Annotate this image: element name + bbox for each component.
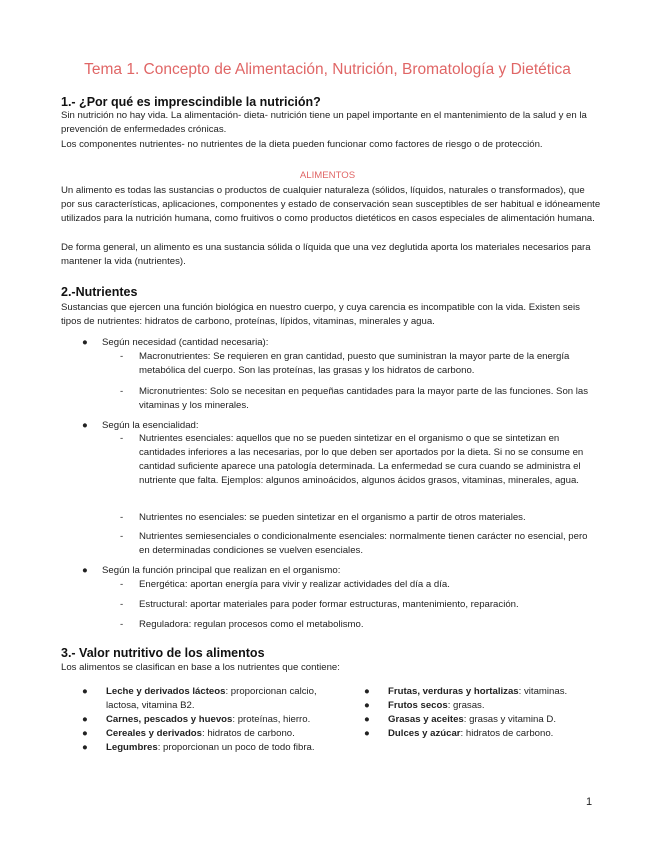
- section-3-intro: Los alimentos se clasifican en base a los nutrientes que contiene:: [61, 662, 340, 673]
- food-group-right-4: Dulces y azúcar: hidratos de carbono.: [388, 728, 554, 739]
- food-group-left-3: Cereales y derivados: hidratos de carbono.: [106, 728, 295, 739]
- dash-icon: -: [120, 619, 124, 630]
- page-number: 1: [586, 796, 593, 808]
- dash-icon: -: [120, 531, 124, 542]
- dash-icon: -: [120, 351, 124, 362]
- food-group-left-2: Carnes, pescados y huevos: proteínas, hierro.: [106, 714, 311, 725]
- food-group-right-2: Frutos secos: grasas.: [388, 700, 485, 711]
- group-2-item-2: Nutrientes no esenciales: se pueden sintetizar en el organismo a partir de otros materiales.: [139, 512, 526, 523]
- group-2-label: Según la esencialidad:: [102, 420, 199, 431]
- section-1-heading: 1.- ¿Por qué es imprescindible la nutrición?: [61, 95, 321, 109]
- bullet-icon: ●: [82, 686, 88, 697]
- dash-icon: -: [120, 512, 124, 523]
- alimentos-label: ALIMENTOS: [299, 170, 356, 181]
- dash-icon: -: [120, 433, 124, 444]
- group-3-item-2: Estructural: aportar materiales para poder formar estructuras, mantenimiento, reparación.: [139, 599, 519, 610]
- bullet-icon: ●: [364, 714, 370, 725]
- bullet-icon: ●: [364, 700, 370, 711]
- food-group-left-4: Legumbres: proporcionan un poco de todo fibra.: [106, 742, 315, 753]
- group-1-item-1: Macronutrientes: Se requieren en gran cantidad, puesto que suministran la mayor parte de la energía metabólica del cuerpo. Son las proteínas, las grasas y los hidratos de carbono.: [139, 351, 570, 377]
- group-1-item-2: Micronutrientes: Solo se necesitan en pequeñas cantidades para la mayor parte de las funciones. Son las vitaminas y los minerales.: [139, 386, 589, 412]
- section-1-paragraph-2: Los componentes nutrientes- no nutrientes de la dieta pueden funcionar como factores de riesgo o de protección.: [61, 139, 543, 150]
- section-2-intro: Sustancias que ejercen una función biológica en nuestro cuerpo, y cuya carencia es incompatible con la vida. Existen seis tipos de nutrientes: hidratos de carbono, proteínas, lípidos, vitaminas, minerales y agua.: [61, 302, 580, 327]
- group-3-label: Según la función principal que realizan en el organismo:: [102, 565, 341, 576]
- group-1-label: Según necesidad (cantidad necesaria):: [102, 337, 269, 348]
- food-group-right-1: Frutas, verduras y hortalizas: vitaminas.: [388, 686, 568, 697]
- bullet-icon: ●: [82, 714, 88, 725]
- group-3-item-3: Reguladora: regulan procesos como el metabolismo.: [139, 619, 364, 630]
- food-group-left-1: Leche y derivados lácteos: proporcionan calcio, lactosa, vitamina B2.: [106, 686, 317, 711]
- section-1-paragraph-3: Un alimento es todas las sustancias o productos de cualquier naturaleza (sólidos, líquidos, naturales o transformados), que por sus características, aplicaciones, componentes y estado de conservación sean susceptibles de ser habitual e idóneamente utilizados para la nutrición humana, como fruitivos o como productos dietéticos en casos especiales de alimentación humana.: [61, 185, 601, 224]
- section-3-heading: 3.- Valor nutritivo de los alimentos: [61, 646, 265, 660]
- bullet-icon: ●: [82, 742, 88, 753]
- dash-icon: -: [120, 579, 124, 590]
- food-group-right-3: Grasas y aceites: grasas y vitamina D.: [388, 714, 556, 725]
- section-1-paragraph-1: Sin nutrición no hay vida. La alimentación- dieta- nutrición tiene un papel importante en el mantenimiento de la salud y en la prevención de enfermedades crónicas.: [61, 110, 587, 135]
- bullet-icon: ●: [82, 420, 88, 431]
- group-2-item-1: Nutrientes esenciales: aquellos que no se pueden sintetizar en el organismo o que se sintetizan en cantidades inferiores a las necesarias, por lo que deben ser aportados por la dieta. Si no se consume en cantidad suficiente aparece una patología determinada. La enfermedad se cura cuando se administra el nutriente que falta. Ejemplos: algunos aminoácidos, algunos ácidos grasos, vitaminas, minerales, agua.: [139, 433, 584, 487]
- section-2-heading: 2.-Nutrientes: [61, 285, 138, 299]
- bullet-icon: ●: [82, 337, 88, 348]
- document-title: Tema 1. Concepto de Alimentación, Nutrición, Bromatología y Dietética: [84, 61, 571, 78]
- dash-icon: -: [120, 599, 124, 610]
- group-2-item-3: Nutrientes semiesenciales o condicionalmente esenciales: normalmente tienen carácter no esencial, pero en determinadas condiciones se vuelven esenciales.: [139, 531, 588, 557]
- section-1-paragraph-4: De forma general, un alimento es una sustancia sólida o líquida que una vez deglutida aporta los materiales necesarios para mantener la vida (nutrientes).: [61, 242, 591, 267]
- bullet-icon: ●: [82, 728, 88, 739]
- bullet-icon: ●: [364, 686, 370, 697]
- bullet-icon: ●: [364, 728, 370, 739]
- dash-icon: -: [120, 386, 124, 397]
- bullet-icon: ●: [82, 565, 88, 576]
- group-3-item-1: Energética: aportan energía para vivir y realizar actividades del día a día.: [139, 579, 450, 590]
